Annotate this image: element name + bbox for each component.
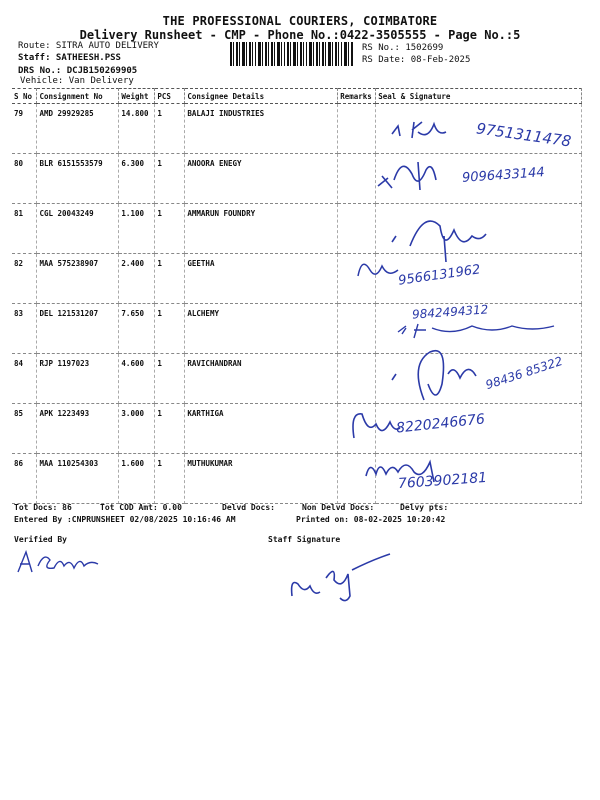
delivered-docs: Delvd Docs:	[222, 503, 275, 512]
handwritten-number-80: 9096433144	[461, 165, 546, 186]
cell-consignee: AMMARUN FOUNDRY	[185, 204, 338, 254]
rs-date: RS Date: 08-Feb-2025	[362, 55, 471, 65]
runsheet-table	[12, 88, 582, 504]
cell-pcs: 1	[155, 104, 185, 154]
cell-consignee: RAVICHANDRAN	[185, 354, 338, 404]
cell-sno: 82	[12, 254, 37, 304]
col-consignee: Consignee Details	[185, 89, 338, 104]
cell-consignment: BLR 6151553579	[37, 154, 119, 204]
col-consignment: Consignment No	[37, 89, 119, 104]
cell-weight: 7.650	[119, 304, 155, 354]
staff-signature	[286, 550, 396, 606]
cell-pcs: 1	[155, 304, 185, 354]
cell-weight: 14.800	[119, 104, 155, 154]
cell-consignee: BALAJI INDUSTRIES	[185, 104, 338, 154]
cell-weight: 3.000	[119, 404, 155, 454]
cell-pcs: 1	[155, 354, 185, 404]
cell-consignee: MUTHUKUMAR	[185, 454, 338, 504]
drs-label: DRS No.: DCJB150269905	[18, 66, 138, 76]
cell-pcs: 1	[155, 254, 185, 304]
cell-sno: 85	[12, 404, 37, 454]
cell-consignee: ALCHEMY	[185, 304, 338, 354]
cell-remarks	[338, 354, 376, 404]
cell-consignment: MAA 575238907	[37, 254, 119, 304]
cell-consignment: DEL 121531207	[37, 304, 119, 354]
signature-scribble-85	[346, 404, 406, 444]
signature-scribble-80	[372, 150, 462, 200]
cell-pcs: 1	[155, 454, 185, 504]
table-row	[12, 454, 582, 504]
cell-consignment: CGL 20043249	[37, 204, 119, 254]
cell-pcs: 1	[155, 204, 185, 254]
handwritten-number-79: 9751311478	[475, 119, 573, 151]
cell-weight: 2.400	[119, 254, 155, 304]
cell-weight: 4.600	[119, 354, 155, 404]
staff-signature-label: Staff Signature	[268, 535, 341, 544]
cell-sno: 86	[12, 454, 37, 504]
barcode-image	[230, 42, 354, 66]
cell-weight: 1.600	[119, 454, 155, 504]
handwritten-number-85: 8220246676	[395, 411, 486, 437]
handwritten-number-84: 98436 85322	[483, 353, 565, 393]
verifier-signature	[14, 546, 104, 580]
cell-weight: 6.300	[119, 154, 155, 204]
signature-scribble-82	[352, 248, 412, 284]
cell-sno: 81	[12, 204, 37, 254]
cell-consignment: AMD 29929285	[37, 104, 119, 154]
total-docs: Tot Docs: 86	[14, 503, 72, 512]
col-sno: S No	[12, 89, 37, 104]
handwritten-number-86: 7603902181	[397, 469, 488, 493]
cell-sno: 84	[12, 354, 37, 404]
staff-label: Staff: SATHEESH.PSS	[18, 53, 121, 63]
entered-by: Entered By :CNPRUNSHEET 02/08/2025 10:16:46 AM	[14, 515, 236, 524]
runsheet-subtitle: Delivery Runsheet - CMP - Phone No.:0422-3505555 - Page No.:5	[79, 28, 521, 42]
non-delivered-docs: Non Delvd Docs:	[302, 503, 375, 512]
route-label: Route: SITRA AUTO DELIVERY	[18, 41, 159, 51]
cell-remarks	[338, 204, 376, 254]
table-row	[12, 404, 582, 454]
vehicle-label: Vehicle: Van Delivery	[20, 76, 134, 86]
col-seal-signature: Seal & Signature	[376, 89, 582, 104]
cell-consignee: KARTHIGA	[185, 404, 338, 454]
cell-consignee: GEETHA	[185, 254, 338, 304]
verified-by-label: Verified By	[14, 535, 67, 544]
cell-sno: 80	[12, 154, 37, 204]
cell-sno: 79	[12, 104, 37, 154]
cell-pcs: 1	[155, 404, 185, 454]
handwritten-number-82: 9566131962	[397, 262, 482, 289]
col-weight: Weight	[119, 89, 155, 104]
total-cod: Tot COD Amt: 0.00	[100, 503, 182, 512]
company-title: THE PROFESSIONAL COURIERS, COIMBATORE	[162, 14, 438, 28]
rs-number: RS No.: 1502699	[362, 43, 444, 53]
cell-remarks	[338, 104, 376, 154]
signature-scribble-79	[388, 112, 478, 148]
cell-pcs: 1	[155, 154, 185, 204]
cell-consignment: APK 1223493	[37, 404, 119, 454]
signature-scribble-86	[360, 450, 450, 486]
cell-remarks	[338, 154, 376, 204]
cell-consignment: MAA 110254303	[37, 454, 119, 504]
col-pcs: PCS	[155, 89, 185, 104]
table-header-row	[12, 89, 582, 104]
signature-scribble-83	[392, 318, 562, 342]
printed-on: Printed on: 08-02-2025 10:20:42	[296, 515, 446, 524]
cell-consignee: ANOORA ENEGY	[185, 154, 338, 204]
cell-consignment: RJP 1197023	[37, 354, 119, 404]
col-remarks: Remarks	[338, 89, 376, 104]
signature-scribble-84	[384, 344, 484, 408]
cell-weight: 1.100	[119, 204, 155, 254]
cell-sno: 83	[12, 304, 37, 354]
handwritten-number-83: 9842494312	[411, 302, 489, 322]
cell-remarks	[338, 304, 376, 354]
delivery-points: Delvy pts:	[400, 503, 449, 512]
